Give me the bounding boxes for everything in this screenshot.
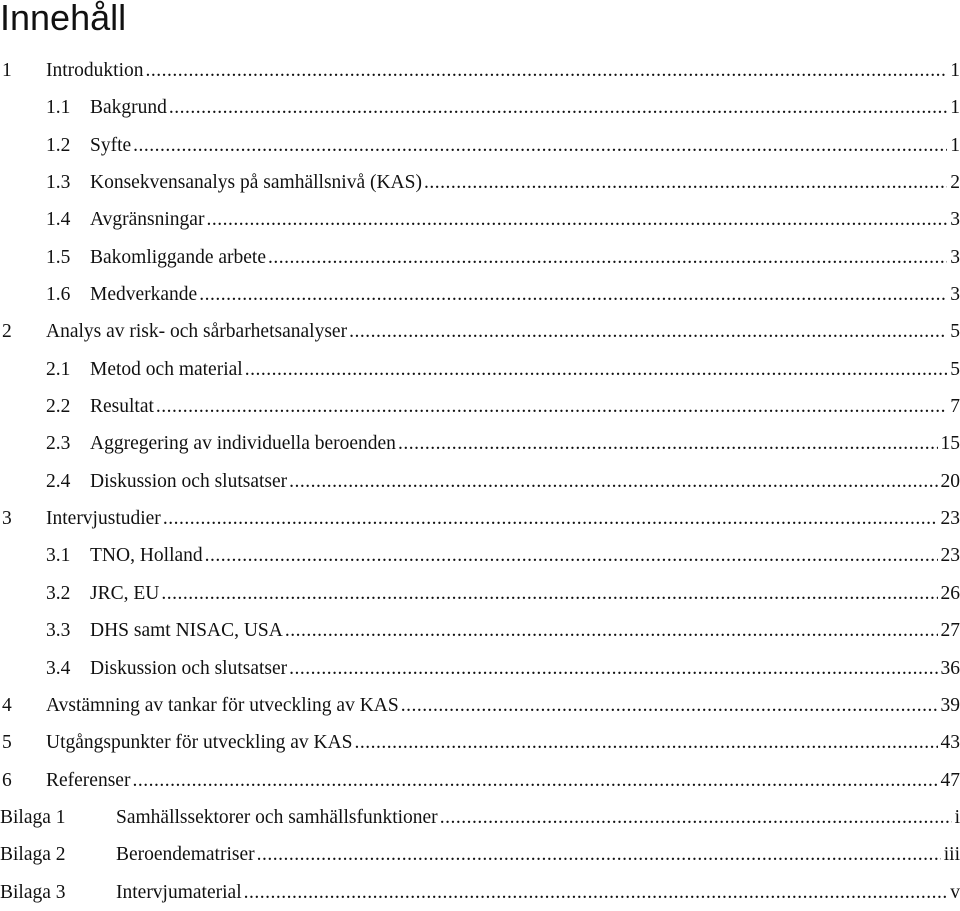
toc-entry-title[interactable]: Avgränsningar	[90, 209, 205, 231]
toc-entry-title[interactable]: JRC, EU	[90, 582, 160, 604]
dot-leader	[156, 388, 947, 425]
dot-leader	[268, 239, 947, 276]
toc-entry-number: 2	[2, 321, 12, 343]
toc-entry-number: 1.4	[46, 209, 71, 231]
toc-entry-page-number[interactable]: 27	[940, 620, 960, 642]
toc-entry[interactable]	[0, 874, 960, 911]
dot-leader	[132, 762, 937, 799]
dot-leader	[424, 164, 947, 201]
toc-entry-number: 1	[2, 60, 12, 81]
toc-entry[interactable]	[0, 89, 960, 126]
toc-entry-number: Bilaga 3	[0, 881, 66, 903]
toc-entry-title[interactable]: Samhällssektorer och samhällsfunktioner	[116, 806, 438, 828]
dot-leader	[205, 537, 938, 574]
toc-entry-number: 5	[2, 732, 12, 754]
toc-entry[interactable]	[0, 463, 960, 500]
toc-entry-number: 2.2	[46, 396, 71, 418]
toc-entry-number: 3.1	[46, 545, 71, 567]
toc-entry-number: 1.6	[46, 284, 71, 306]
toc-entry[interactable]	[0, 388, 960, 425]
toc-entry-title[interactable]: Konsekvensanalys på samhällsnivå (KAS)	[90, 172, 422, 194]
toc-entry-line	[46, 313, 960, 350]
dot-leader	[161, 575, 937, 612]
dot-leader	[398, 425, 938, 462]
toc-entry-page-number[interactable]: 1	[950, 60, 960, 81]
toc-entry-number: Bilaga 2	[0, 844, 66, 866]
toc-entry-title[interactable]: Intervjustudier	[46, 508, 161, 530]
toc-entry-page-number[interactable]: 3	[950, 209, 960, 231]
toc-list	[0, 52, 960, 911]
toc-entry-page-number[interactable]: 39	[940, 694, 960, 716]
toc-entry-number: 2.3	[46, 433, 71, 455]
dot-leader	[163, 500, 938, 537]
toc-entry-line	[90, 89, 960, 126]
toc-entry-line	[90, 127, 960, 164]
toc-entry-page-number[interactable]: iii	[943, 844, 960, 866]
toc-entry-number: 3	[2, 508, 12, 530]
toc-entry-number: 1.5	[46, 246, 71, 268]
toc-entry-number: 3.2	[46, 582, 71, 604]
toc-entry-title[interactable]: Introduktion	[46, 60, 144, 81]
toc-entry[interactable]	[0, 52, 960, 89]
toc-entry-number: 3.4	[46, 657, 71, 679]
toc-entry-line	[46, 687, 960, 724]
toc-entry-line	[90, 575, 960, 612]
toc-entry-page-number[interactable]: 23	[940, 508, 960, 530]
toc-entry-line	[116, 836, 960, 873]
toc-entry-number: 1.3	[46, 172, 71, 194]
toc-entry[interactable]	[0, 575, 960, 612]
toc-entry-page-number[interactable]: 26	[940, 582, 960, 604]
dot-leader	[206, 201, 947, 238]
toc-entry-number: 2.1	[46, 358, 71, 380]
toc-entry-title[interactable]: DHS samt NISAC, USA	[90, 620, 283, 642]
toc-entry-number: 4	[2, 694, 12, 716]
toc-entry-title[interactable]: Bakgrund	[90, 97, 167, 119]
toc-entry-line	[46, 52, 960, 89]
toc-entry-number: 1.2	[46, 134, 71, 156]
toc-entry[interactable]	[0, 201, 960, 238]
toc-entry[interactable]	[0, 612, 960, 649]
toc-entry-title[interactable]: Analys av risk- och sårbarhetsanalyser	[46, 321, 348, 343]
toc-entry[interactable]	[0, 276, 960, 313]
toc-entry-title[interactable]: Referenser	[46, 769, 131, 791]
toc-entry-page-number[interactable]: 1	[950, 134, 960, 156]
toc-entry[interactable]	[0, 799, 960, 836]
toc-entry-title[interactable]: Aggregering av individuella beroenden	[90, 433, 396, 455]
toc-entry-page-number[interactable]: i	[954, 806, 960, 828]
dot-leader	[169, 89, 947, 126]
toc-entry-title[interactable]: Metod och material	[90, 358, 243, 380]
toc-entry-number: Bilaga 1	[0, 806, 66, 828]
toc-entry-title[interactable]: Utgångspunkter för utveckling av KAS	[46, 732, 353, 754]
toc-entry-line	[46, 500, 960, 537]
toc-entry-line	[90, 239, 960, 276]
toc-entry-title[interactable]: Beroendematriser	[116, 844, 255, 866]
toc-entry-line	[46, 724, 960, 761]
toc-entry-page-number[interactable]: 20	[940, 470, 960, 492]
toc-entry-line	[46, 762, 960, 799]
toc-entry[interactable]	[0, 500, 960, 537]
dot-leader	[349, 313, 947, 350]
dot-leader	[257, 836, 941, 873]
toc-entry-line	[90, 276, 960, 313]
toc-entry-page-number[interactable]: 43	[940, 732, 960, 754]
toc-entry-page-number[interactable]: 3	[950, 246, 960, 268]
toc-entry[interactable]	[0, 836, 960, 873]
toc-entry-number: 3.3	[46, 620, 71, 642]
toc-entry[interactable]	[0, 762, 960, 799]
toc-entry[interactable]	[0, 724, 960, 761]
toc-entry-title[interactable]: Diskussion och slutsatser	[90, 470, 288, 492]
toc-entry[interactable]	[0, 537, 960, 574]
dot-leader	[289, 463, 937, 500]
toc-entry-title[interactable]: Intervjumaterial	[116, 881, 242, 903]
toc-entry-title[interactable]: Syfte	[90, 134, 132, 156]
toc-entry-page-number[interactable]: 1	[950, 97, 960, 119]
toc-entry-line	[90, 463, 960, 500]
toc-entry-number: 2.4	[46, 470, 71, 492]
toc-entry[interactable]	[0, 239, 960, 276]
toc-entry[interactable]	[0, 164, 960, 201]
dot-leader	[245, 351, 948, 388]
toc-entry-title[interactable]: Diskussion och slutsatser	[90, 657, 288, 679]
dot-leader	[244, 874, 948, 911]
toc-entry-title[interactable]: Bakomliggande arbete	[90, 246, 266, 268]
toc-heading: Innehåll	[0, 0, 127, 38]
dot-leader	[401, 687, 938, 724]
dot-leader	[199, 276, 947, 313]
toc-entry-page-number[interactable]: 23	[940, 545, 960, 567]
toc-entry[interactable]	[0, 313, 960, 350]
toc-entry-number: 1.1	[46, 97, 71, 119]
toc-entry-page-number[interactable]: 5	[950, 358, 960, 380]
toc-entry-title[interactable]: Avstämning av tankar för utveckling av KAS	[46, 694, 399, 716]
dot-leader	[440, 799, 952, 836]
toc-entry-title[interactable]: Medverkande	[90, 284, 198, 306]
toc-entry-line	[116, 799, 960, 836]
toc-entry[interactable]	[0, 351, 960, 388]
toc-entry-line	[90, 537, 960, 574]
toc-entry-line	[90, 201, 960, 238]
dot-leader	[133, 127, 947, 164]
toc-entry-page-number[interactable]: 15	[940, 433, 960, 455]
toc-entry-line	[90, 388, 960, 425]
dot-leader	[355, 724, 938, 761]
toc-entry-line	[90, 164, 960, 201]
toc-entry-title[interactable]: TNO, Holland	[90, 545, 203, 567]
toc-entry-line	[116, 874, 960, 911]
toc-entry-page-number[interactable]: 36	[940, 657, 960, 679]
toc-entry[interactable]	[0, 687, 960, 724]
toc-entry-page-number[interactable]: 3	[950, 284, 960, 306]
toc-entry[interactable]	[0, 127, 960, 164]
toc-entry-page-number[interactable]: 7	[950, 396, 960, 418]
toc-entry-page-number[interactable]: 5	[950, 321, 960, 343]
toc-entry-line	[90, 351, 960, 388]
toc-entry[interactable]	[0, 650, 960, 687]
toc-entry-line	[90, 612, 960, 649]
toc-entry-number: 6	[2, 769, 12, 791]
dot-leader	[146, 52, 948, 89]
toc-entry-line	[90, 650, 960, 687]
dot-leader	[285, 612, 938, 649]
toc-entry-page-number[interactable]: 47	[940, 769, 960, 791]
toc-entry-page-number[interactable]: 2	[950, 172, 960, 194]
toc-entry-line	[90, 425, 960, 462]
toc-entry-title[interactable]: Resultat	[90, 396, 154, 418]
dot-leader	[289, 650, 937, 687]
toc-entry[interactable]	[0, 425, 960, 462]
toc-entry-page-number[interactable]: v	[950, 881, 960, 903]
